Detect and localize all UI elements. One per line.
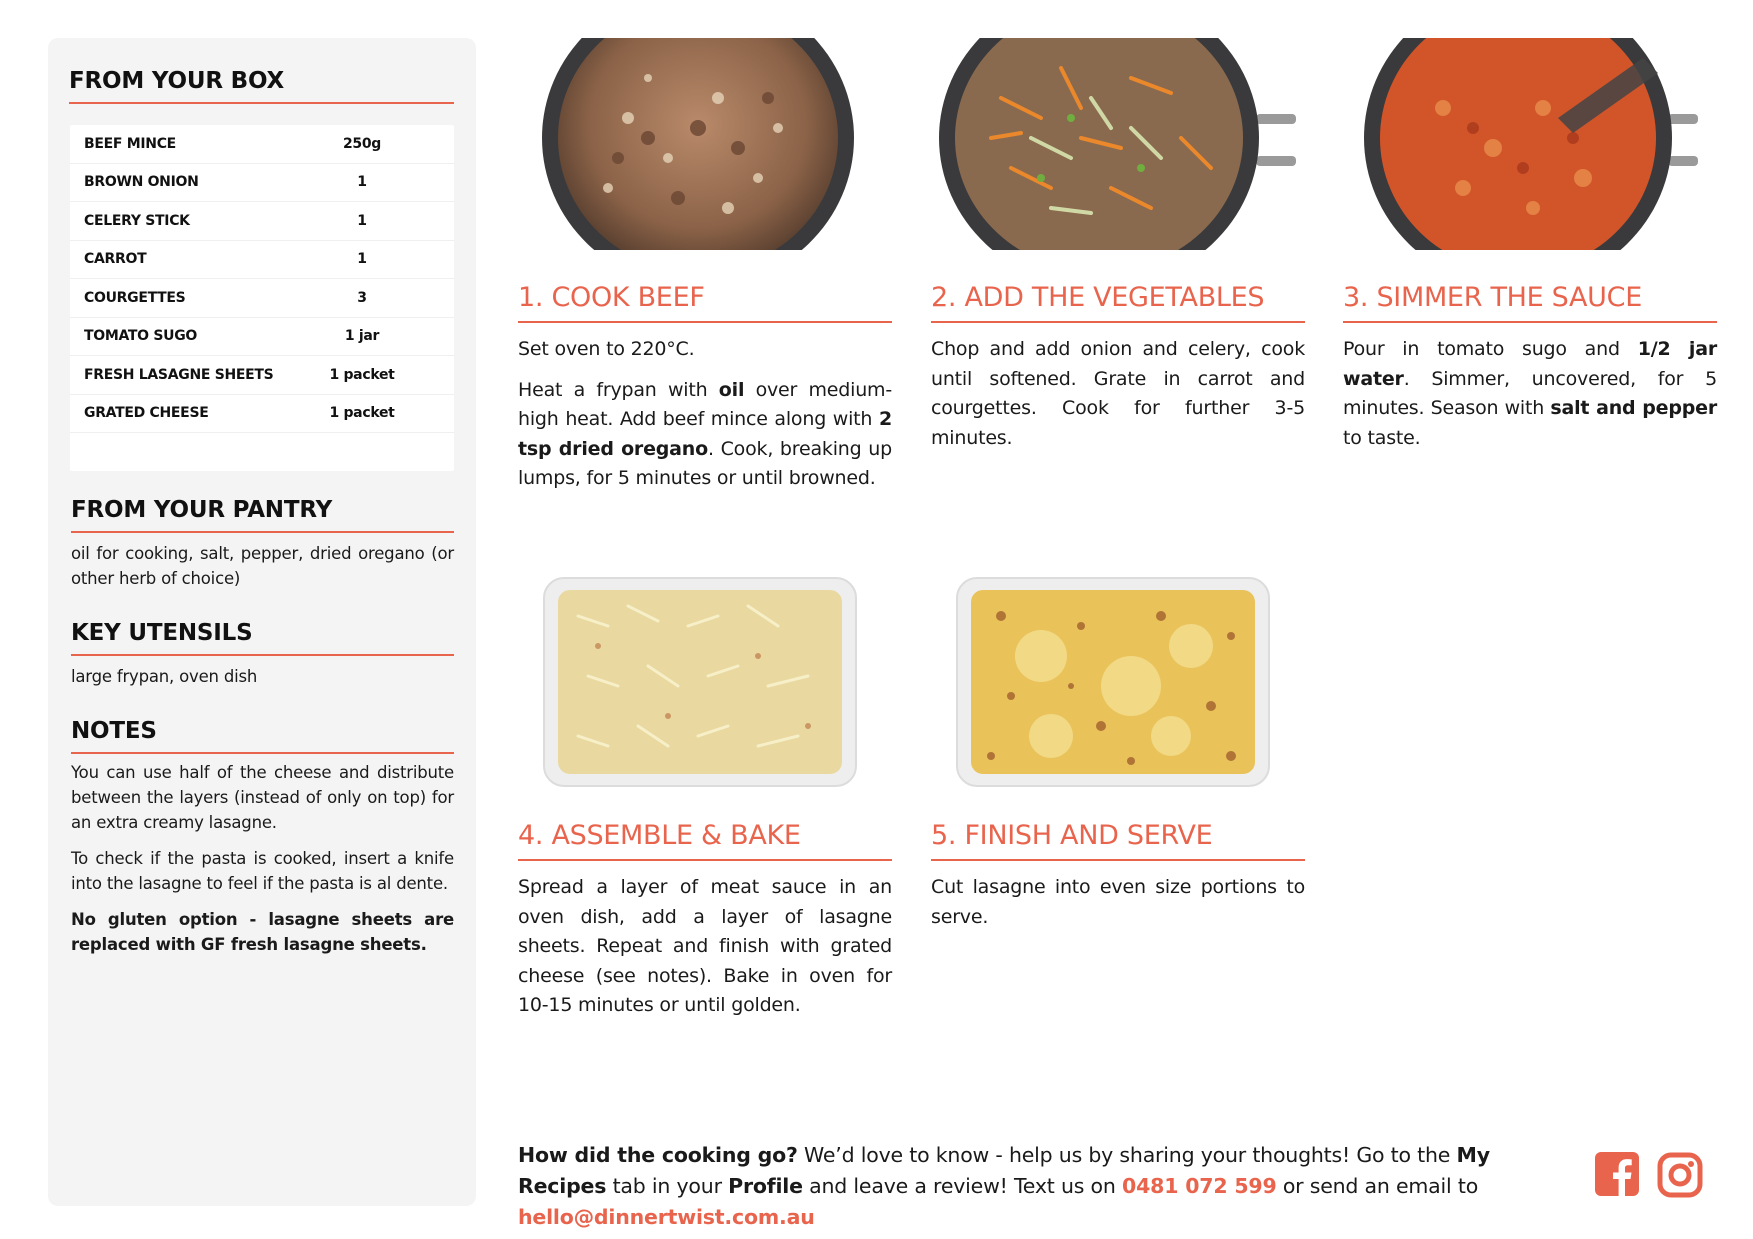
text-run: Pour in tomato sugo and — [1343, 338, 1638, 360]
step-4-image — [518, 576, 892, 788]
step-2-title: 2. ADD THE VEGETABLES — [931, 282, 1305, 323]
instagram-icon — [1657, 1152, 1703, 1198]
step-1-para-1: Set oven to 220°C. — [518, 338, 695, 360]
footer-text-part: tab in your — [606, 1174, 729, 1198]
ingredient-row — [70, 241, 454, 280]
step-4-text — [518, 873, 892, 1032]
ingredient-qty: 1 jar — [344, 328, 380, 345]
ingredient-name: TOMATO SUGO — [84, 328, 197, 345]
ingredient-row — [70, 318, 454, 357]
step-5-title: 5. FINISH AND SERVE — [931, 820, 1305, 861]
from-your-box-heading: FROM YOUR BOX — [69, 68, 454, 104]
bold-text: salt and pepper — [1550, 397, 1717, 419]
notes-heading: NOTES — [71, 718, 454, 754]
step-2-text — [931, 335, 1305, 464]
text-run: Heat a frypan with — [518, 378, 719, 401]
step-4-para-1: Spread a layer of meat sauce in an oven dish, add a layer of lasagne sheets. Repeat and finish with grated cheese (see notes). Bake in oven for 10-15 minutes or until golden. — [518, 876, 892, 1016]
ingredient-name: BEEF MINCE — [84, 135, 176, 152]
ingredient-row — [70, 395, 454, 434]
step-3-para-1 — [1343, 335, 1717, 453]
ingredient-name: COURGETTES — [84, 289, 186, 306]
contact-link[interactable]: hello@dinnertwist.com.au — [518, 1205, 815, 1229]
step-3-image — [1343, 38, 1717, 250]
ingredient-qty: 3 — [357, 289, 367, 306]
step-1-image — [518, 38, 892, 250]
key-utensils-heading: KEY UTENSILS — [71, 620, 454, 656]
text-run: over medium-high heat. Add beef mince along with — [518, 378, 893, 430]
bold-text: 2 tsp dried oregano — [518, 408, 892, 460]
bold-text: oil — [718, 378, 745, 401]
step-3 — [1343, 38, 1717, 498]
ingredient-row — [70, 279, 454, 318]
ingredient-row — [70, 125, 454, 164]
ingredients-sidebar — [48, 38, 476, 1206]
ingredient-row — [70, 202, 454, 241]
footer-text-part: or send an email to — [1276, 1174, 1479, 1198]
notes-text — [71, 760, 454, 968]
step-5-para-1: Cut lasagne into even size portions to serve. — [931, 876, 1305, 928]
step-1 — [518, 38, 892, 498]
step-2 — [931, 38, 1305, 498]
step-5 — [931, 576, 1305, 1036]
ingredient-name: CELERY STICK — [84, 212, 190, 229]
footer-text-part: We’d love to know - help us by sharing your thoughts! Go to the — [797, 1143, 1457, 1167]
bold-text: 1/2 jar water — [1343, 338, 1717, 390]
ingredient-name: FRESH LASAGNE SHEETS — [84, 366, 274, 383]
pantry-text: oil for cooking, salt, pepper, dried oregano (or other herb of choice) — [71, 544, 454, 588]
ingredient-qty: 1 — [357, 174, 367, 191]
step-3-title: 3. SIMMER THE SAUCE — [1343, 282, 1717, 323]
facebook-icon — [1595, 1152, 1639, 1196]
ingredient-qty: 1 — [357, 212, 367, 229]
note-2: To check if the pasta is cooked, insert a knife into the lasagne to feel if the pasta is al dente. — [71, 849, 454, 893]
note-3: No gluten option - lasagne sheets are replaced with GF fresh lasagne sheets. — [71, 910, 454, 954]
text-run: to taste. — [1343, 426, 1421, 449]
ingredient-qty: 250g — [342, 135, 382, 152]
ingredient-row — [70, 356, 454, 395]
feedback-footer — [518, 1140, 1578, 1233]
ingredient-qty: 1 packet — [329, 405, 395, 422]
footer-text-part: Profile — [728, 1174, 803, 1198]
step-1-para-2 — [518, 376, 892, 494]
ingredient-qty: 1 packet — [329, 366, 395, 383]
footer-text-part: My Recipes — [518, 1143, 1490, 1198]
ingredient-name: GRATED CHEESE — [84, 405, 209, 422]
step-3-text — [1343, 335, 1717, 464]
text-run: . Simmer, uncovered, for 5 minutes. Season with — [1343, 367, 1717, 419]
footer-text-part: and leave a review! Text us on — [802, 1174, 1122, 1198]
step-4 — [518, 576, 892, 1036]
utensils-text: large frypan, oven dish — [71, 667, 258, 686]
instagram-link[interactable] — [1657, 1152, 1703, 1202]
facebook-link[interactable] — [1595, 1152, 1639, 1200]
text-run: . Cook, breaking up lumps, for 5 minutes or until browned. — [518, 437, 892, 489]
ingredients-table — [70, 125, 454, 471]
ingredient-name: CARROT — [84, 251, 147, 268]
ingredient-row — [70, 164, 454, 203]
step-2-para-1: Chop and add onion and celery, cook until softened. Grate in carrot and courgettes. Cook for further 3-5 minutes. — [931, 338, 1305, 449]
step-5-text — [931, 873, 1305, 943]
step-1-title: 1. COOK BEEF — [518, 282, 892, 323]
note-1: You can use half of the cheese and distribute between the layers (instead of only on top) for an extra creamy lasagne. — [71, 763, 454, 832]
step-5-image — [931, 576, 1305, 788]
step-1-text — [518, 335, 892, 505]
footer-text-part: How did the cooking go? — [518, 1143, 798, 1167]
contact-link[interactable]: 0481 072 599 — [1122, 1174, 1277, 1198]
step-2-image — [931, 38, 1305, 250]
ingredient-qty: 1 — [357, 251, 367, 268]
step-4-title: 4. ASSEMBLE & BAKE — [518, 820, 892, 861]
from-your-pantry-heading: FROM YOUR PANTRY — [71, 497, 454, 533]
ingredient-name: BROWN ONION — [84, 174, 199, 191]
